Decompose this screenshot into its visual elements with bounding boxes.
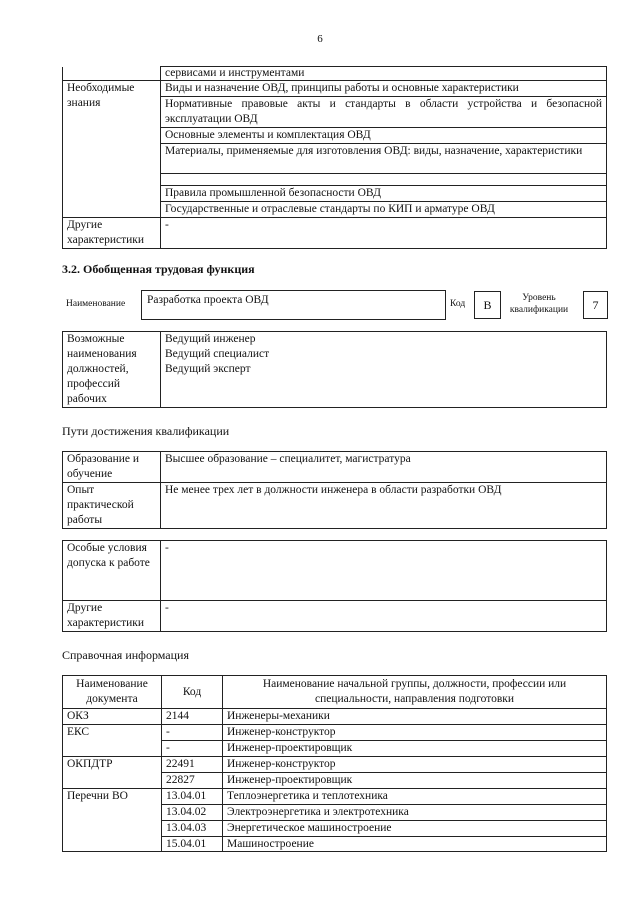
continuation-text: сервисами и инструментами [161, 67, 607, 81]
experience-label: Опыт практической работы [63, 482, 161, 528]
special-table [62, 540, 607, 632]
special-other-value: - [161, 601, 607, 632]
education-value: Высшее образование – специалитет, магистратура [161, 452, 607, 483]
knowledge-item [161, 173, 607, 185]
ref-code: - [162, 724, 223, 740]
ref-code: 15.04.01 [162, 836, 223, 852]
knowledge-item: Правила промышленной безопасности ОВД [161, 185, 607, 201]
knowledge-item: Виды и назначение ОВД, принципы работы и основные характеристики [161, 81, 607, 97]
ref-header-name: Наименование начальной группы, должности, профессии или специальности, направления подготовки [223, 676, 607, 709]
position-item: Ведущий инженер [165, 333, 256, 345]
ref-code: 13.04.02 [162, 804, 223, 820]
positions-label: Возможные наименования должностей, профессий рабочих [63, 332, 161, 408]
ref-name: Инженер-конструктор [223, 756, 607, 772]
education-label: Образование и обучение [63, 452, 161, 483]
conditions-label: Особые условия допуска к работе [63, 541, 161, 601]
ref-name: Электроэнергетика и электротехника [223, 804, 607, 820]
ref-name: Инженеры-механики [223, 709, 607, 725]
ref-name: Машиностроение [223, 836, 607, 852]
level-label: Уровень квалификации [509, 293, 569, 315]
ref-code: 22827 [162, 772, 223, 788]
ref-code: 2144 [162, 709, 223, 725]
ref-name: Инженер-проектировщик [223, 740, 607, 756]
knowledge-item: Нормативные правовые акты и стандарты в области устройства и безопасной эксплуатации ОВД [161, 97, 607, 128]
ref-doc: ОКПДТР [63, 756, 162, 788]
function-name-box [141, 290, 446, 320]
code-label: Код [450, 299, 466, 309]
positions-table [62, 331, 607, 408]
position-item: Ведущий специалист [165, 347, 270, 360]
ref-code: - [162, 740, 223, 756]
ref-doc: ЕКС [63, 724, 162, 756]
knowledge-label: Необходимые знания [63, 81, 161, 218]
section-title: 3.2. Обобщенная трудовая функция [62, 262, 255, 276]
ref-code: 13.04.03 [162, 820, 223, 836]
page-number: 6 [317, 33, 323, 45]
paths-table [62, 451, 607, 529]
knowledge-table [62, 66, 607, 249]
function-code: B [474, 291, 501, 319]
ref-doc: Перечни ВО [63, 788, 162, 852]
ref-name: Инженер-конструктор [223, 724, 607, 740]
ref-name: Инженер-проектировщик [223, 772, 607, 788]
reference-table [62, 675, 607, 852]
ref-header-doc: Наименование документа [63, 676, 162, 709]
paths-title: Пути достижения квалификации [62, 424, 230, 438]
other-characteristics-label: Другие характеристики [63, 217, 161, 248]
knowledge-item: Материалы, применяемые для изготовления ОВД: виды, назначение, характеристики [161, 143, 607, 173]
ref-header-code: Код [162, 676, 223, 709]
ref-name: Теплоэнергетика и теплотехника [223, 788, 607, 804]
reference-title: Справочная информация [62, 648, 189, 662]
ref-doc: ОКЗ [63, 709, 162, 725]
ref-code: 22491 [162, 756, 223, 772]
knowledge-item: Государственные и отраслевые стандарты по КИП и арматуре ОВД [161, 201, 607, 217]
other-characteristics-value: - [161, 217, 607, 248]
function-name: Разработка проекта ОВД [147, 294, 269, 306]
level-value: 7 [583, 291, 608, 319]
special-other-label: Другие характеристики [63, 601, 161, 632]
name-label: Наименование [66, 299, 126, 309]
knowledge-item: Основные элементы и комплектация ОВД [161, 127, 607, 143]
position-item: Ведущий эксперт [165, 362, 251, 375]
ref-name: Энергетическое машиностроение [223, 820, 607, 836]
conditions-value: - [161, 541, 607, 601]
ref-code: 13.04.01 [162, 788, 223, 804]
experience-value: Не менее трех лет в должности инженера в области разработки ОВД [161, 482, 607, 528]
